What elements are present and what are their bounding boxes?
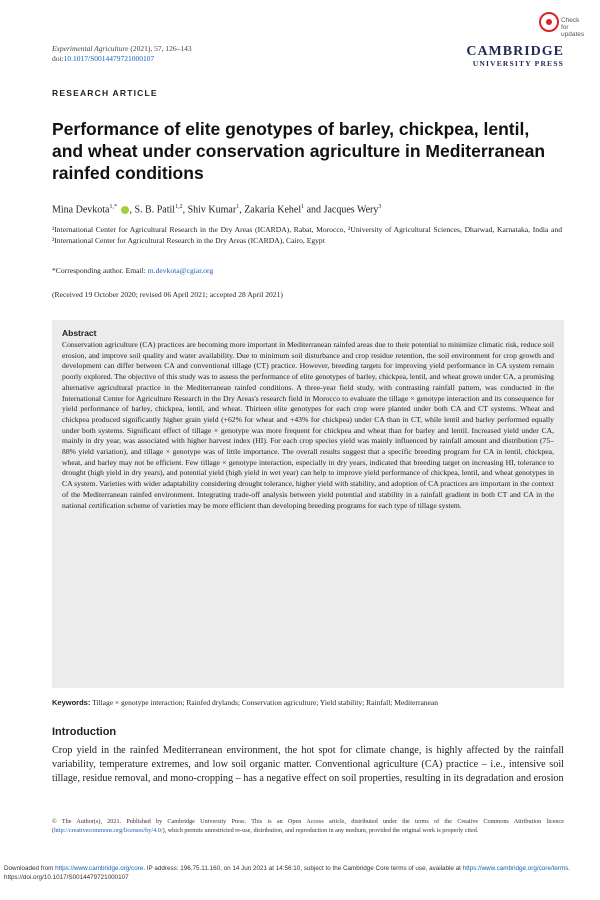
keywords <box>52 698 572 707</box>
license-footnote <box>52 818 564 835</box>
download-text-2: . IP address: 196.75.11.160, on 14 Jun 2021 at 14:56:10, subject to the Cambridge Core terms of use, available at <box>143 865 461 872</box>
introduction-text: Crop yield in the rainfed Mediterranean environment, the hot spot for climate change, is highly affected by the rainfall variability, temperature extremes, and low soil organic matter. Conventional agriculture (CA) practice – i.e., intensive soil tillage, residue removal, and mono-cropping – has a negative effect on soil properties, resulting in its degradation and erosion <box>52 745 564 784</box>
article-type: RESEARCH ARTICLE <box>52 88 158 98</box>
corresponding-email-link[interactable]: m.devkota@cgiar.org <box>147 266 214 275</box>
author-sup: 1 <box>301 204 305 210</box>
abstract-heading: Abstract <box>62 328 97 338</box>
orcid-icon[interactable] <box>121 206 129 214</box>
doi-prefix: doi: <box>52 54 64 63</box>
publisher-line1: CAMBRIDGE <box>466 44 564 59</box>
keywords-text: Tillage × genotype interaction; Rainfed drylands; Conservation agriculture; Yield stability; Rainfall; Mediterranean <box>90 698 438 707</box>
abstract-text: Conservation agriculture (CA) practices are becoming more important in Mediterranean rainfed areas due to their potential to minimize climatic risk, reduce soil erosion, and improve soil quality and water availability. Due to minimum soil disturbance and crop residue retention, the soil environment for crop growth and development can differ between CA and conventional tillage (CT) practice. However, breeding targets for improving yield performance in CA system remain poorly explored. The objective of this study was to assess the performance of elite genotypes of barley, chickpea, lentil, and wheat grown under CA, a promising alternative agricultural practice in the Mediterranean rainfed conditions. A three-year field study, with contrasting rainfall pattern, was conducted in the International Center for Agriculture Research in the Dry Areas's research field in Morocco to evaluate the tillage × genotype interaction and its consequence for yield performance of barley, chickpea, lentil, and wheat. Thirteen elite genotypes for each crop were planted under both CA and CT systems. Wheat and chickpea produced significantly higher grain yield (+62% for wheat and +43% for chickpea) under CA than in CT, while lentil and barley performed equally under both systems. Significant effect of tillage × genotype was more frequent for chickpea and wheat than for barley and lentil. Increased yield under CA, mainly in dry year, was associated with higher harvest index (HI). For each crop species yield was mainly influenced by rainfall amount and distribution (75–88% yield variation), and tillage × genotype was of little importance. The overall results suggest that a specific breeding program for CA in lentil, chickpea, wheat, and barley may not be efficient. Few tillage × genotype interaction, especially in dry years, indicated that breeding target on increasing HI, tolerance to drought (high yield in dry years), and potential yield (high yield in wet year) can help to improve yield performance of chickpea, lentil, and wheat genotypes in CA system. Varieties with wider adaptability considering drought tolerance, higher yield with stability, and adoption of CA practices are important in the context of the Mediterranean rainfed environment. Integrating trade-off analysis between yield potential and stability in a rainfall gradient in both CT and CA in the national certification scheme of varieties may be more efficient than developing breeding programs for each type of tillage system. <box>62 340 554 510</box>
download-text-3: . https://doi.org/10.1017/S0014479721000107 <box>4 865 571 881</box>
download-terms-link[interactable]: https://www.cambridge.org/core/terms <box>462 865 569 872</box>
corresponding-author <box>52 266 213 275</box>
doi-link[interactable]: 10.1017/S0014479721000107 <box>63 54 155 63</box>
author-sup: 1,2 <box>175 204 183 210</box>
author-name[interactable]: S. B. Patil <box>134 204 176 216</box>
badge-label: Check for updates <box>561 17 585 38</box>
author-sup: 1,* <box>109 204 117 210</box>
keywords-label: Keywords: <box>52 698 91 707</box>
author-name[interactable]: Shiv Kumar <box>187 204 237 216</box>
crossmark-icon <box>539 12 559 32</box>
publisher-line2: UNIVERSITY PRESS <box>472 59 564 68</box>
license-text-1: © The Author(s), 2021. Published by Cambridge University Press. This is an Open Access article, distributed under the terms of the Creative Commons Attribution licence ( <box>52 818 564 834</box>
license-text-2: ), which permits unrestricted re-use, distribution, and reproduction in any medium, provided the original work is properly cited. <box>162 826 479 834</box>
download-footer <box>4 864 599 882</box>
check-for-updates-badge[interactable] <box>539 12 587 38</box>
author-name[interactable]: Zakaria Kehel <box>244 204 302 216</box>
author-list: Mina Devkota$^{1,*}$ , S. B. Patil$^{1,2}$, Shiv Kumar$^1$, Zakaria Kehel$^1$ and Jacques Wery$^3$ <box>52 204 382 216</box>
author-name[interactable]: Jacques Wery <box>323 204 379 216</box>
article-title: Performance of elite genotypes of barley, chickpea, lentil, and wheat under conservation agriculture in Mediterranean rainfed conditions <box>52 119 546 183</box>
journal-citation: (2021), 57, 126–143 <box>128 44 192 53</box>
corresponding-label: *Corresponding author. Email: <box>52 266 148 275</box>
author-name[interactable]: Mina Devkota <box>52 204 110 216</box>
affiliations: ¹International Center for Agricultural Research in the Dry Areas (ICARDA), Rabat, Morocco, ²University of Agricultural Sciences, Dharwad, Karnataka, India and ³International Center for Agricultural Research in the Dry Areas (ICARDA), Cairo, Egypt <box>52 225 562 245</box>
download-text-1: Downloaded from <box>4 865 56 872</box>
journal-name: Experimental Agriculture <box>52 44 129 53</box>
publisher-logo <box>466 44 564 69</box>
journal-header <box>52 44 192 64</box>
license-link[interactable]: http://creativecommons.org/licenses/by/4.0/ <box>54 826 163 834</box>
introduction-heading: Introduction <box>52 726 117 738</box>
publication-dates: (Received 19 October 2020; revised 06 April 2021; accepted 28 April 2021) <box>52 290 283 299</box>
author-sup: 1 <box>236 204 240 210</box>
author-sup: 3 <box>378 204 382 210</box>
download-site-link[interactable]: https://www.cambridge.org/core <box>55 865 144 872</box>
abstract-box <box>52 320 564 688</box>
